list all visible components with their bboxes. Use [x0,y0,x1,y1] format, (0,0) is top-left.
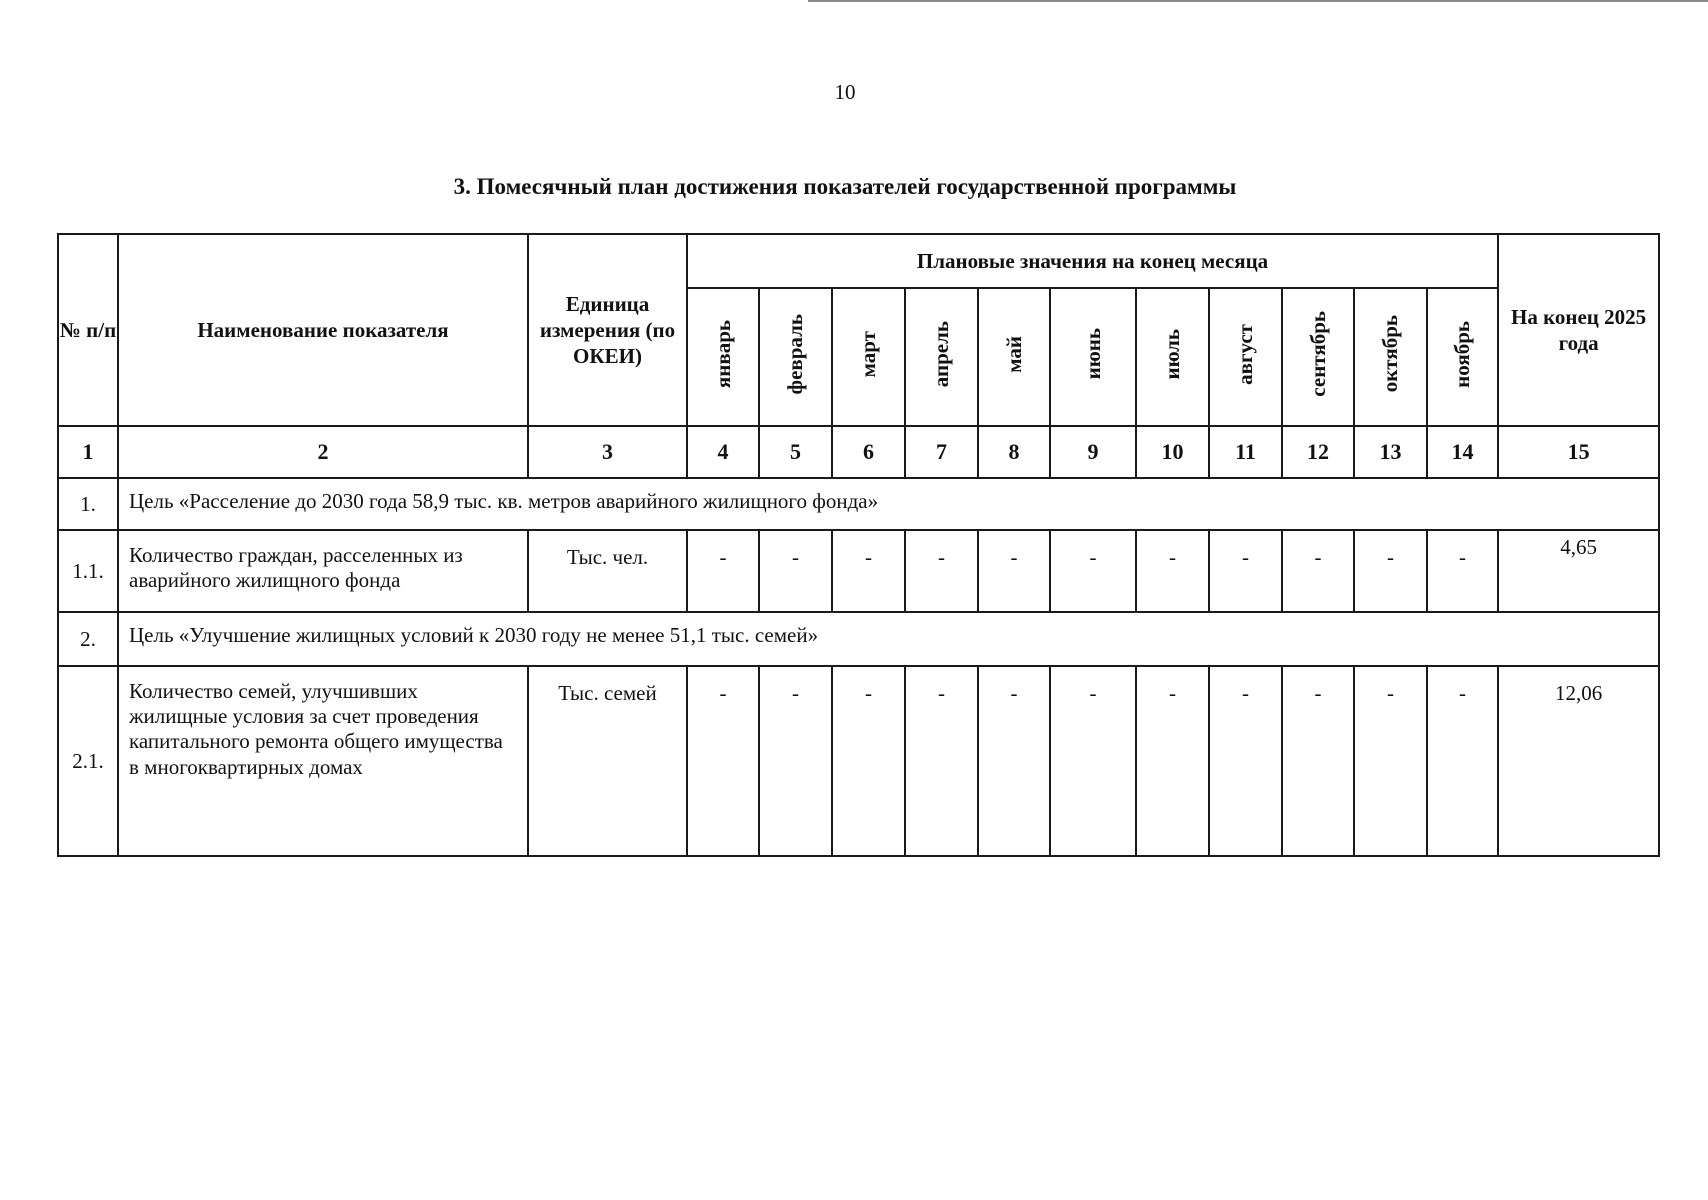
row-number: 1.1. [58,530,118,612]
column-number: 2 [118,426,528,478]
header-month [1354,288,1427,426]
indicator-unit: Тыс. семей [528,666,687,856]
column-number: 10 [1136,426,1209,478]
header-month [978,288,1050,426]
month-value: - [759,530,832,612]
month-label: январь [710,319,735,389]
header-row-top [58,234,1659,288]
column-number: 3 [528,426,687,478]
column-number: 4 [687,426,759,478]
column-number: 14 [1427,426,1498,478]
row-number: 1. [58,478,118,530]
goal-row [58,478,1659,530]
month-value: - [832,666,905,856]
month-label: август [1233,323,1257,385]
month-value: - [1050,530,1136,612]
month-value: - [1209,666,1282,856]
month-value: - [1136,666,1209,856]
month-value: - [1282,530,1354,612]
column-number: 9 [1050,426,1136,478]
column-number: 1 [58,426,118,478]
header-month [1136,288,1209,426]
month-value: - [1354,666,1427,856]
month-value: - [1136,530,1209,612]
goal-text: Цель «Расселение до 2030 года 58,9 тыс. кв. метров аварийного жилищного фонда» [118,478,1659,530]
header-unit: Единица измерения (по ОКЕИ) [528,234,687,426]
indicator-row [58,530,1659,612]
month-label: март [856,330,880,378]
header-month [1427,288,1498,426]
month-label: апрель [929,320,953,388]
header-month [1282,288,1354,426]
year-end-value: 12,06 [1498,666,1659,856]
column-number: 13 [1354,426,1427,478]
monthly-plan-table [57,233,1660,857]
document-title: 3. Помесячный план достижения показателей государственной программы [453,174,1237,199]
row-number: 2.1. [58,666,118,856]
month-label: ноябрь [1450,320,1475,388]
header-month [905,288,978,426]
column-number: 6 [832,426,905,478]
header-indicator-name: Наименование показателя [118,234,528,426]
month-value: - [905,666,978,856]
header-plan-values: Плановые значения на конец месяца [687,234,1498,288]
indicator-unit: Тыс. чел. [528,530,687,612]
month-value: - [1050,666,1136,856]
column-number: 15 [1498,426,1659,478]
month-value: - [687,666,759,856]
header-month [687,288,759,426]
goal-row [58,612,1659,666]
header-month [832,288,905,426]
month-value: - [1282,666,1354,856]
month-label: май [1001,335,1026,373]
month-label: сентябрь [1305,311,1330,397]
column-number: 8 [978,426,1050,478]
month-value: - [978,530,1050,612]
month-value: - [1354,530,1427,612]
month-value: - [1427,530,1498,612]
goal-text: Цель «Улучшение жилищных условий к 2030 году не менее 51,1 тыс. семей» [118,612,1659,666]
column-number: 5 [759,426,832,478]
header-month [1050,288,1136,426]
month-value: - [978,666,1050,856]
month-value: - [905,530,978,612]
month-value: - [759,666,832,856]
column-number: 7 [905,426,978,478]
month-value: - [687,530,759,612]
header-month [1209,288,1282,426]
year-end-value: 4,65 [1498,530,1659,612]
indicator-name: Количество граждан, расселенных из аварийного жилищного фонда [118,530,528,612]
column-number: 12 [1282,426,1354,478]
top-scan-rule [808,0,1708,2]
month-label: июнь [1080,328,1105,380]
header-month [759,288,832,426]
month-label: октябрь [1378,315,1402,393]
month-value: - [1209,530,1282,612]
column-number-row [58,426,1659,478]
month-value: - [832,530,905,612]
indicator-row [58,666,1659,856]
indicator-name: Количество семей, улучшивших жилищные условия за счет проведения капитального ремонта общего имущества в многоквартирных домах [118,666,528,856]
month-value: - [1427,666,1498,856]
header-year-end: На конец 2025 года [1498,234,1659,426]
month-label: июль [1160,328,1184,380]
page-number: 10 [834,80,856,104]
row-number: 2. [58,612,118,666]
header-num: № п/п [58,234,118,426]
month-label: февраль [783,313,807,395]
column-number: 11 [1209,426,1282,478]
